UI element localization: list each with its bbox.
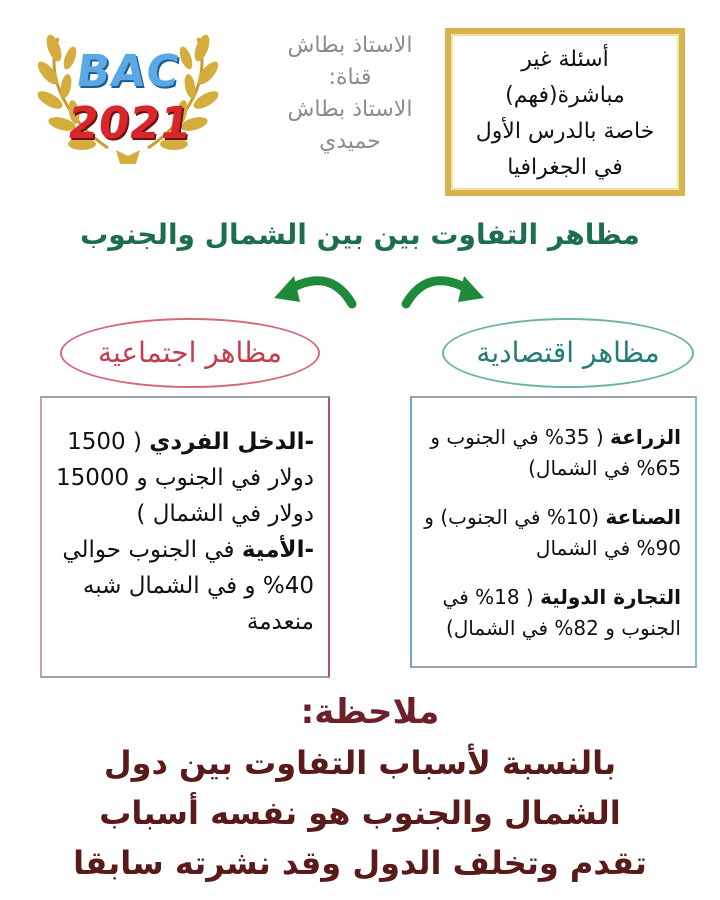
logo-year-text: 2021 — [64, 98, 195, 149]
income-label: -الدخل الفردي — [149, 429, 314, 455]
literacy-label: -الأمية — [241, 537, 314, 563]
social-aspects-box — [40, 396, 330, 678]
industry-label: الصناعة — [605, 505, 681, 529]
trade-item — [422, 582, 681, 644]
teacher-line-4: حميدي — [319, 129, 381, 154]
teacher-attribution — [265, 30, 435, 158]
economic-aspects-oval: مظاهر اقتصادية — [442, 318, 694, 388]
income-text: ( 1500 دولار في الجنوب و 15000 دولار في الشمال ) — [56, 429, 314, 527]
note-text: بالنسبة لأسباب التفاوت بين دول الشمال والجنوب هو نفسه أسباب تقدم وتخلف الدول وقد نشرته سابقا — [73, 744, 647, 882]
bac-2021-logo — [28, 18, 228, 188]
teacher-line-3: الاستاذ بطاش — [287, 97, 413, 122]
logo-bac-text: BAC — [72, 46, 184, 97]
agriculture-text: ( 35% في الجنوب و 65% في الشمال) — [430, 425, 681, 480]
literacy-text: في الجنوب حوالي 40% و في الشمال شبه منعدمة — [62, 537, 314, 635]
main-heading: مظاهر التفاوت بين بين الشمال والجنوب — [80, 218, 640, 251]
industry-item — [422, 502, 681, 564]
question-box-line-3: خاصة بالدرس الأول — [475, 119, 655, 144]
question-box-line-2: مباشرة(فهم) — [505, 83, 625, 108]
industry-text: (10% في الجنوب) و 90% في الشمال — [424, 505, 681, 560]
note-label: ملاحظة: — [300, 692, 440, 732]
question-box-line-1: أسئلة غير — [521, 47, 609, 72]
teacher-line-1: الاستاذ بطاش — [287, 33, 413, 58]
trade-text: ( 18% في الجنوب و 82% في الشمال) — [442, 585, 681, 640]
teacher-line-2: قناة: — [328, 65, 372, 90]
economic-aspects-box — [410, 396, 697, 668]
question-type-box — [445, 28, 685, 196]
agriculture-label: الزراعة — [610, 425, 681, 449]
curved-arrow-right-icon — [398, 262, 488, 312]
curved-arrow-left-icon — [270, 262, 360, 312]
social-aspects-oval: مظاهر اجتماعية — [60, 318, 320, 388]
agriculture-item — [422, 422, 681, 484]
income-item — [56, 424, 314, 532]
literacy-item — [56, 532, 314, 640]
question-box-line-4: في الجغرافيا — [507, 155, 623, 180]
trade-label: التجارة الدولية — [540, 585, 681, 609]
